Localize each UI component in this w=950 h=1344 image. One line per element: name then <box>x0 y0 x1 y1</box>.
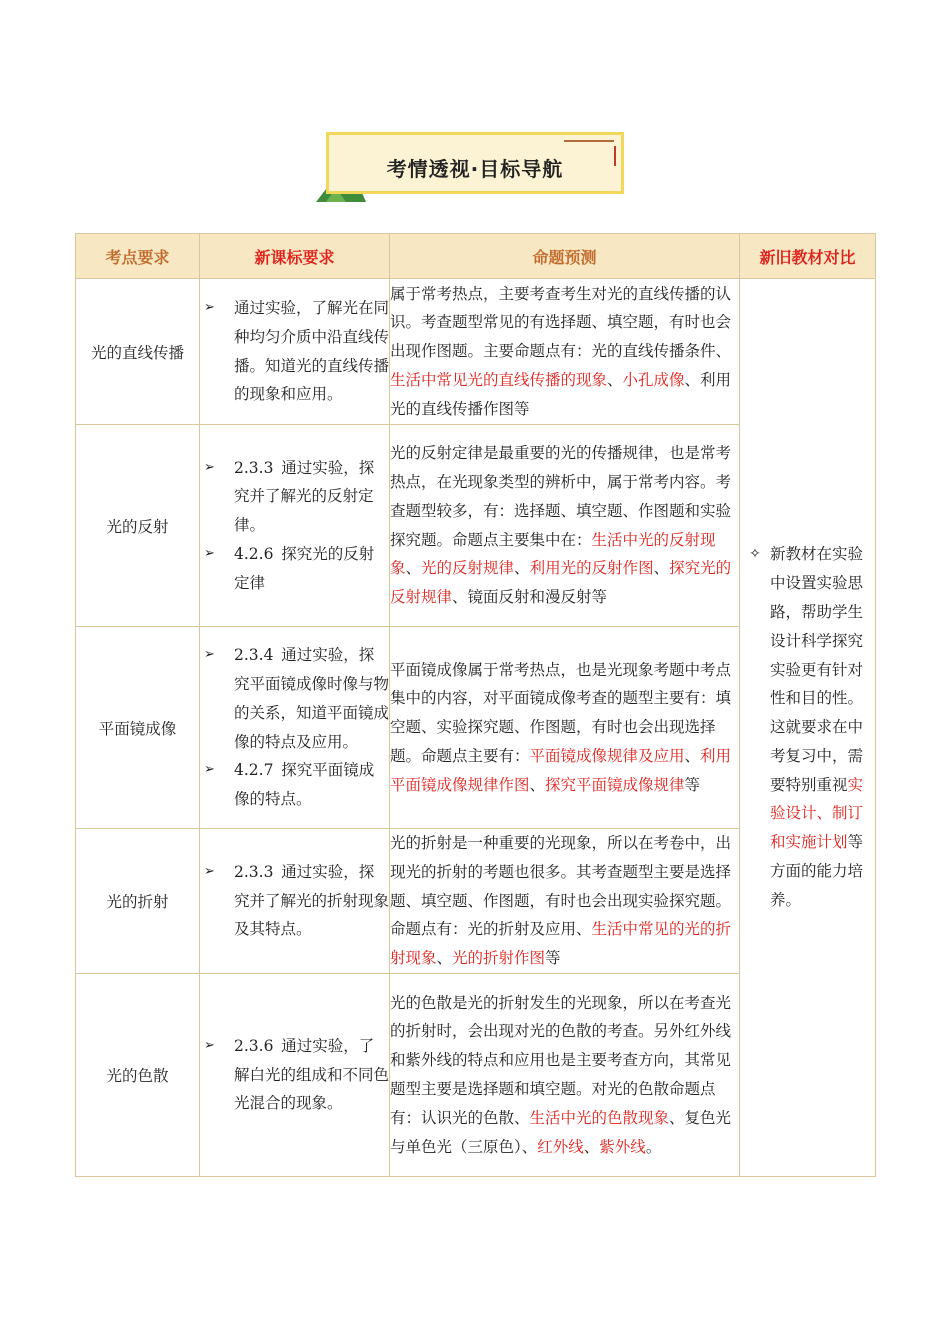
requirement-number: 2.3.3 <box>234 862 274 881</box>
requirement-body: 探究光的反射定律 <box>234 544 375 592</box>
header-requirement: 新课标要求 <box>200 234 390 279</box>
requirement-body: 通过实验，探究平面镜成像时像与物的关系，知道平面镜成像的特点及应用。 <box>234 646 390 751</box>
compare-segment: 新教材在实验中设置实验思路，帮助学生设计科学探究实验更有针对性和目的性。这就要求在中考复习中，需要特别重视 <box>770 545 864 794</box>
arrow-bullet-icon: ➢ <box>204 299 215 315</box>
highlight-text: 光的反射规律 <box>421 559 515 578</box>
requirement-item <box>200 858 389 944</box>
prediction-text: 。 <box>645 1137 662 1156</box>
header-topic: 考点要求 <box>76 234 200 279</box>
header-compare: 新旧教材对比 <box>740 234 876 279</box>
prediction-text: 属于常考热点，主要考查考生对光的直线传播的认识。考查题型常见的有选择题、填空题，有时也会出现作图题。主要命题点有：光的直线传播条件、 <box>390 284 732 361</box>
prediction-cell <box>390 829 740 974</box>
requirement-text <box>234 858 389 944</box>
requirement-cell <box>200 425 390 627</box>
prediction-text: 等 <box>684 775 701 794</box>
highlight-text: 生活中常见光的直线传播的现象 <box>390 370 608 389</box>
requirement-cell <box>200 974 390 1177</box>
highlight-text: 紫外线 <box>599 1137 646 1156</box>
requirement-item <box>200 1032 389 1118</box>
highlight-text: 光的折射作图 <box>452 949 546 968</box>
prediction-text: 、 <box>653 559 670 578</box>
highlight-text: 探究光的反射规律 <box>390 559 732 607</box>
requirement-number: 2.3.3 <box>234 458 274 477</box>
prediction-cell <box>390 627 740 829</box>
prediction-text: 光的色散是光的折射发生的光现象，所以在考查光的折射时，会出现对光的色散的考查。另外红外线和紫外线的特点和应用也是主要考查方向，其常见题型主要是选择题和填空题。对光的色散命题点有：认识光的色散、 <box>390 993 732 1127</box>
prediction-cell <box>390 425 740 627</box>
arrow-bullet-icon: ➢ <box>204 459 215 475</box>
prediction-text: 光的反射定律是最重要的光的传播规律，也是常考热点，在光现象类型的辨析中，属于常考内容。考查题型较多，有：选择题、填空题、作图题和实验探究题。命题点主要集中在： <box>390 444 732 549</box>
arrow-bullet-icon: ➢ <box>204 545 215 561</box>
prediction-text: 光的折射是一种重要的光现象，所以在考卷中，出现光的折射的考题也很多。其考查题型主要是选择题、填空题、作图题，有时也会出现实验探究题。命题点有：光的折射及应用、 <box>390 834 732 939</box>
title-deco-vline <box>614 146 616 166</box>
prediction-text: 、 <box>405 559 422 578</box>
requirement-item <box>200 540 389 598</box>
highlight-text: 生活中常见的光的折射现象 <box>390 920 732 968</box>
highlight-text: 利用平面镜成像规律作图 <box>390 746 732 794</box>
requirement-cell <box>200 829 390 974</box>
requirement-text <box>234 1032 389 1118</box>
requirement-number: 2.3.6 <box>234 1036 274 1055</box>
title-banner <box>316 130 628 202</box>
arrow-bullet-icon: ➢ <box>204 762 215 778</box>
prediction-text: 、 <box>684 746 701 765</box>
highlight-text: 红外线 <box>537 1137 584 1156</box>
arrow-bullet-icon: ➢ <box>204 647 215 663</box>
requirement-item <box>200 756 389 814</box>
requirement-body: 通过实验，了解光在同种均匀介质中沿直线传播。知道光的直线传播的现象和应用。 <box>234 298 390 404</box>
prediction-text: 等 <box>545 949 561 968</box>
prediction-text: 、 <box>514 559 530 578</box>
requirement-number: 2.3.4 <box>234 646 274 665</box>
exam-table <box>75 233 876 1177</box>
topic-cell: 光的色散 <box>76 974 200 1177</box>
compare-item <box>740 540 875 914</box>
prediction-text: 、 <box>529 775 546 794</box>
prediction-text: 、复色光与单色光（三原色）、 <box>390 1108 732 1156</box>
topic-cell: 光的直线传播 <box>76 279 200 425</box>
header-prediction: 命题预测 <box>390 234 740 279</box>
table-header-row <box>76 234 876 279</box>
requirement-text <box>234 294 389 409</box>
requirement-item <box>200 294 389 409</box>
requirement-number: 4.2.7 <box>234 761 274 780</box>
requirement-body: 通过实验，探究并了解光的折射现象及其特点。 <box>234 862 390 939</box>
highlight-text: 平面镜成像规律及应用 <box>529 746 685 765</box>
prediction-text: 、 <box>607 370 623 389</box>
compare-text <box>770 540 875 914</box>
arrow-bullet-icon: ➢ <box>204 863 215 879</box>
prediction-text: 、 <box>583 1137 600 1156</box>
requirement-number: 4.2.6 <box>234 544 274 563</box>
prediction-cell <box>390 279 740 425</box>
compare-segment: 等方面的能力培养。 <box>770 833 864 909</box>
highlight-text: 生活中光的色散现象 <box>529 1108 670 1127</box>
topic-cell: 光的折射 <box>76 829 200 974</box>
page-title: 考情透视·目标导航 <box>386 157 564 181</box>
requirement-text <box>234 540 389 598</box>
highlight-text: 生活中光的反射现象 <box>390 530 716 578</box>
requirement-cell <box>200 627 390 829</box>
title-deco-line <box>564 140 614 142</box>
highlight-text: 探究平面镜成像规律 <box>545 775 685 794</box>
topic-cell: 光的反射 <box>76 425 200 627</box>
prediction-text: 、镜面反射和漫反射等 <box>452 588 608 607</box>
requirement-body: 通过实验，探究并了解光的反射定律。 <box>234 458 375 535</box>
prediction-text: 平面镜成像属于常考热点，也是光现象考题中考点集中的内容，对平面镜成像考查的题型主要有：填空题、实验探究题、作图题，有时也会出现选择题。命题点主要有： <box>390 660 732 765</box>
table-row <box>76 279 876 425</box>
requirement-text <box>234 454 389 540</box>
topic-cell: 平面镜成像 <box>76 627 200 829</box>
prediction-cell <box>390 974 740 1177</box>
highlight-text: 利用光的反射作图 <box>529 559 654 578</box>
arrow-bullet-icon: ➢ <box>204 1037 215 1053</box>
compare-cell <box>740 279 876 1177</box>
requirement-body: 探究平面镜成像的特点。 <box>234 761 375 809</box>
requirement-item <box>200 641 389 756</box>
requirement-text <box>234 641 389 756</box>
prediction-text: 、利用光的直线传播作图等 <box>390 370 732 418</box>
requirement-item <box>200 454 389 540</box>
highlight-text: 实验设计、制订和实施计划 <box>770 775 864 852</box>
requirement-cell <box>200 279 390 425</box>
highlight-text: 小孔成像 <box>622 370 685 389</box>
prediction-text: 、 <box>436 949 453 968</box>
requirement-text <box>234 756 389 814</box>
diamond-bullet-icon: ✧ <box>749 546 761 563</box>
requirement-body: 通过实验，了解白光的组成和不同色光混合的现象。 <box>234 1036 390 1113</box>
